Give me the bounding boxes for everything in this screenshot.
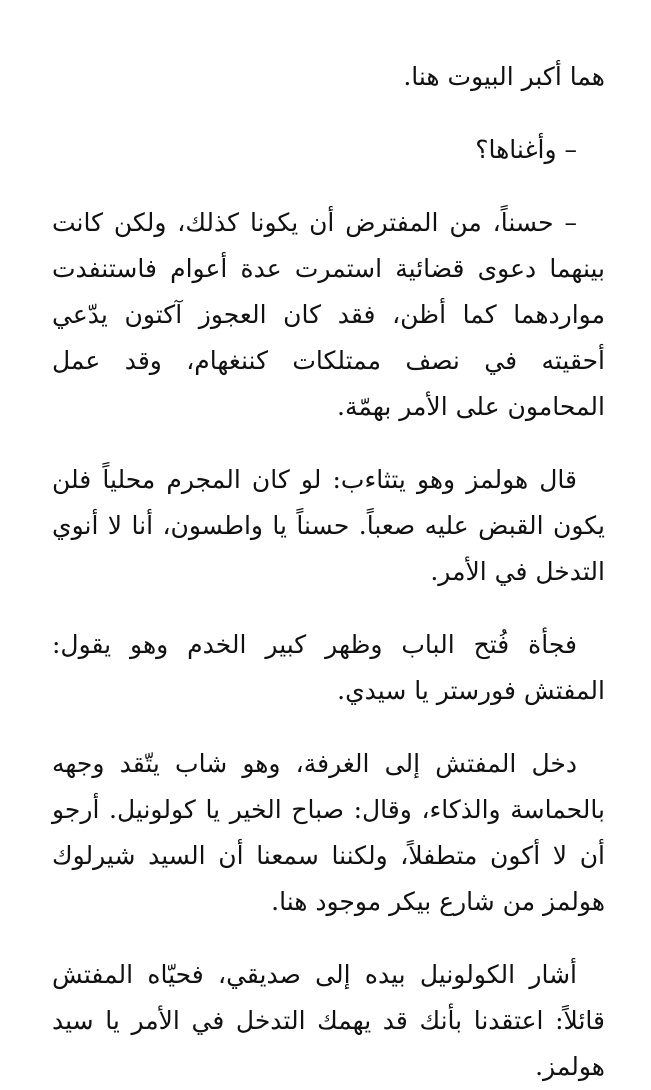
paragraph: أشار الكولونيل بيده إلى صديقي، فحيّاه المفتش قائلاً: اعتقدنا بأنك قد يهمك التدخل في الأمر يا سيد هولمز. [52, 960, 605, 1081]
paragraph: قال هولمز وهو يتثاءب: لو كان المجرم محلياً فلن يكون القبض عليه صعباً. حسناً يا واطسون، أنا لا أنوي التدخل في الأمر. [52, 465, 605, 586]
paragraph: دخل المفتش إلى الغرفة، وهو شاب يتّقد وجهه بالحماسة والذكاء، وقال: صباح الخير يا كولونيل. أرجو أن لا أكون متطفلاً، ولكننا سمعنا أن السيد شيرلوك هولمز من شارع بيكر موجود هنا. [52, 749, 605, 916]
paragraph: – حسناً، من المفترض أن يكونا كذلك، ولكن كانت بينهما دعوى قضائية استمرت عدة أعوام فاستنفدت مواردهما كما أظن، فقد كان العجوز آكتون يدّعي أحقيته في نصف ممتلكات كننغهام، وقد عمل المحامون على الأمر بهمّة. [52, 208, 605, 421]
paragraph: – وأغناها؟ [475, 135, 577, 164]
paragraph: هما أكبر البيوت هنا. [403, 62, 605, 91]
paragraph: فجأة فُتح الباب وظهر كبير الخدم وهو يقول: المفتش فورستر يا سيدي. [52, 630, 605, 705]
